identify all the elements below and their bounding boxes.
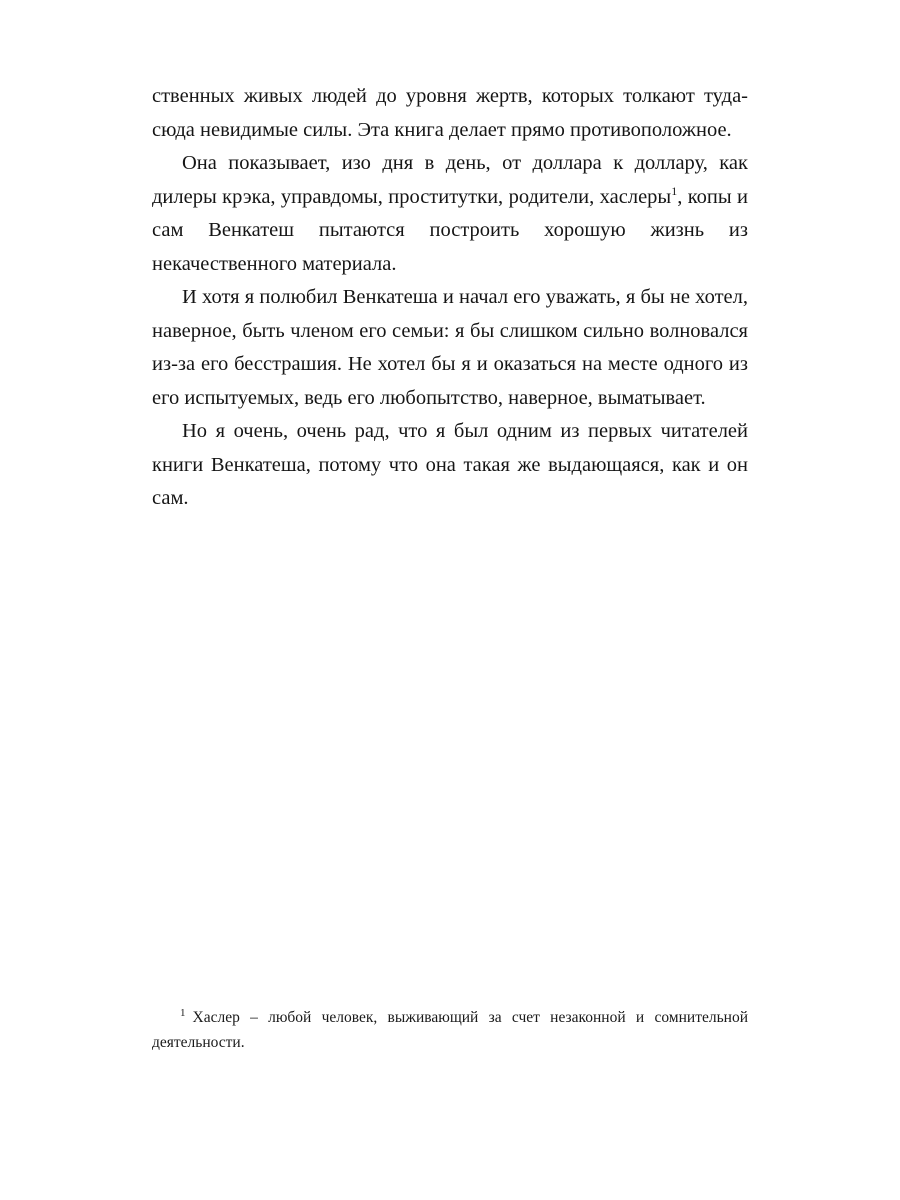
paragraph-2-text-after-footnote: , копы и сам Венкатеш пытаются построить хорошую жизнь из некачественного материала. [152, 185, 748, 275]
paragraph-4: Но я очень, очень рад, что я был одним из первых читателей книги Венкатеша, потому что она такая же выдающаяся, как и он сам. [152, 420, 748, 509]
paragraph-2-text-before-footnote: Она показывает, изо дня в день, от доллара к доллару, как дилеры крэка, управдомы, проститутки, родители, хаслеры [152, 152, 748, 208]
paragraph-2 [152, 147, 748, 281]
paragraph-3: И хотя я полюбил Венкатеша и начал его уважать, я бы не хотел, наверное, быть членом его семьи: я бы слишком сильно волновался из-за его бесстрашия. Не хотел бы я и оказаться на месте одного из его испытуемых, ведь его любопытство, наверное, выматывает. [152, 286, 748, 409]
page-text-block [152, 80, 748, 516]
footnote-reference-1: 1 [671, 183, 678, 198]
footnote-1-marker: 1 [180, 1006, 186, 1019]
footnote-1-text: Хаслер – любой человек, выживающий за счет незаконной и сомнительной деятельности. [152, 1009, 748, 1051]
footnote-area [152, 1005, 748, 1055]
paragraph-1: ственных живых людей до уровня жертв, которых толкают туда-сюда невидимые силы. Эта книга делает прямо противоположное. [152, 85, 748, 141]
footnote-1 [152, 1005, 748, 1055]
